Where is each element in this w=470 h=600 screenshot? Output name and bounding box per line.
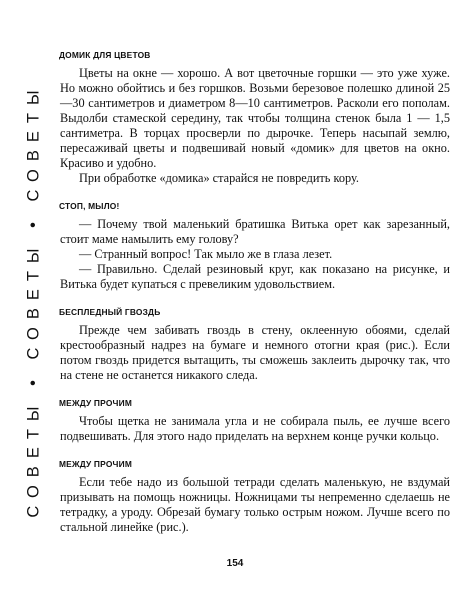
sidebar-vertical-banner: [19, 44, 49, 556]
paragraph: Если тебе надо из большой тетради сделать маленькую, не вздумай призывать на помощь ножницы. Ножницами ты непременно сделаешь не тетрадку, а уроду. Обрезай бумагу только острым ножом. Лучше всего по стальной линейке (рис.).: [60, 475, 450, 534]
paragraph: — Почему твой маленький братишка Витька орет как зарезанный, стоит маме намылить ему голову?: [60, 217, 450, 246]
section-by-the-way-brush: [60, 398, 450, 444]
paragraph: При обработке «домика» старайся не повредить кору.: [79, 171, 359, 185]
page-content: [60, 50, 450, 535]
section-title: СТОП, МЫЛО!: [59, 201, 120, 211]
section-stop-soap: [60, 201, 450, 292]
paragraph: Прежде чем забивать гвоздь в стену, оклеенную обоями, сделай крестообразный надрез на бумаге и немного отогни края (рис.). Если потом гвоздь придется вытащить, ты сможешь заклеить дырочку так, что на стене не останется никакого следа.: [60, 323, 450, 382]
sidebar-label: СОВЕТЫ • СОВЕТЫ • СОВЕТЫ: [24, 82, 43, 518]
page-number: 154: [226, 558, 244, 569]
paragraph: Чтобы щетка не занимала угла и не собирала пыль, ее лучше всего подвешивать. Для этого надо приделать на верхнем конце ручки кольцо.: [60, 414, 450, 443]
paragraph: — Правильно. Сделай резиновый круг, как показано на рисунке, и Витька будет купаться с превеликим удовольствием.: [60, 262, 450, 291]
section-flower-house: [60, 50, 450, 186]
section-by-the-way-notebook: [60, 459, 450, 535]
paragraph: — Странный вопрос! Так мыло же в глаза лезет.: [79, 247, 333, 261]
section-title: БЕСПЛЕДНЫЙ ГВОЗДЬ: [59, 307, 161, 317]
section-title: МЕЖДУ ПРОЧИМ: [59, 398, 133, 408]
paragraph: Цветы на окне — хорошо. А вот цветочные горшки — это уже хуже. Но можно обойтись и без горшков. Возьми березовое полешко длиной 25—30 сантиметров и диаметром 8—10 сантиметров. Расколи его пополам. Выдолби стамеской середину, так чтобы толщина стенок была 1 — 1,5 сантиметра. В торцах просверли по дырочке. Теперь насыпай землю, пересаживай цветы и подвешивай новый «домик» для цветов на окно. Красиво и удобно.: [60, 66, 450, 170]
section-traceless-nail: [60, 307, 450, 383]
section-title: ДОМИК ДЛЯ ЦВЕТОВ: [59, 50, 151, 60]
section-title: МЕЖДУ ПРОЧИМ: [59, 459, 133, 469]
